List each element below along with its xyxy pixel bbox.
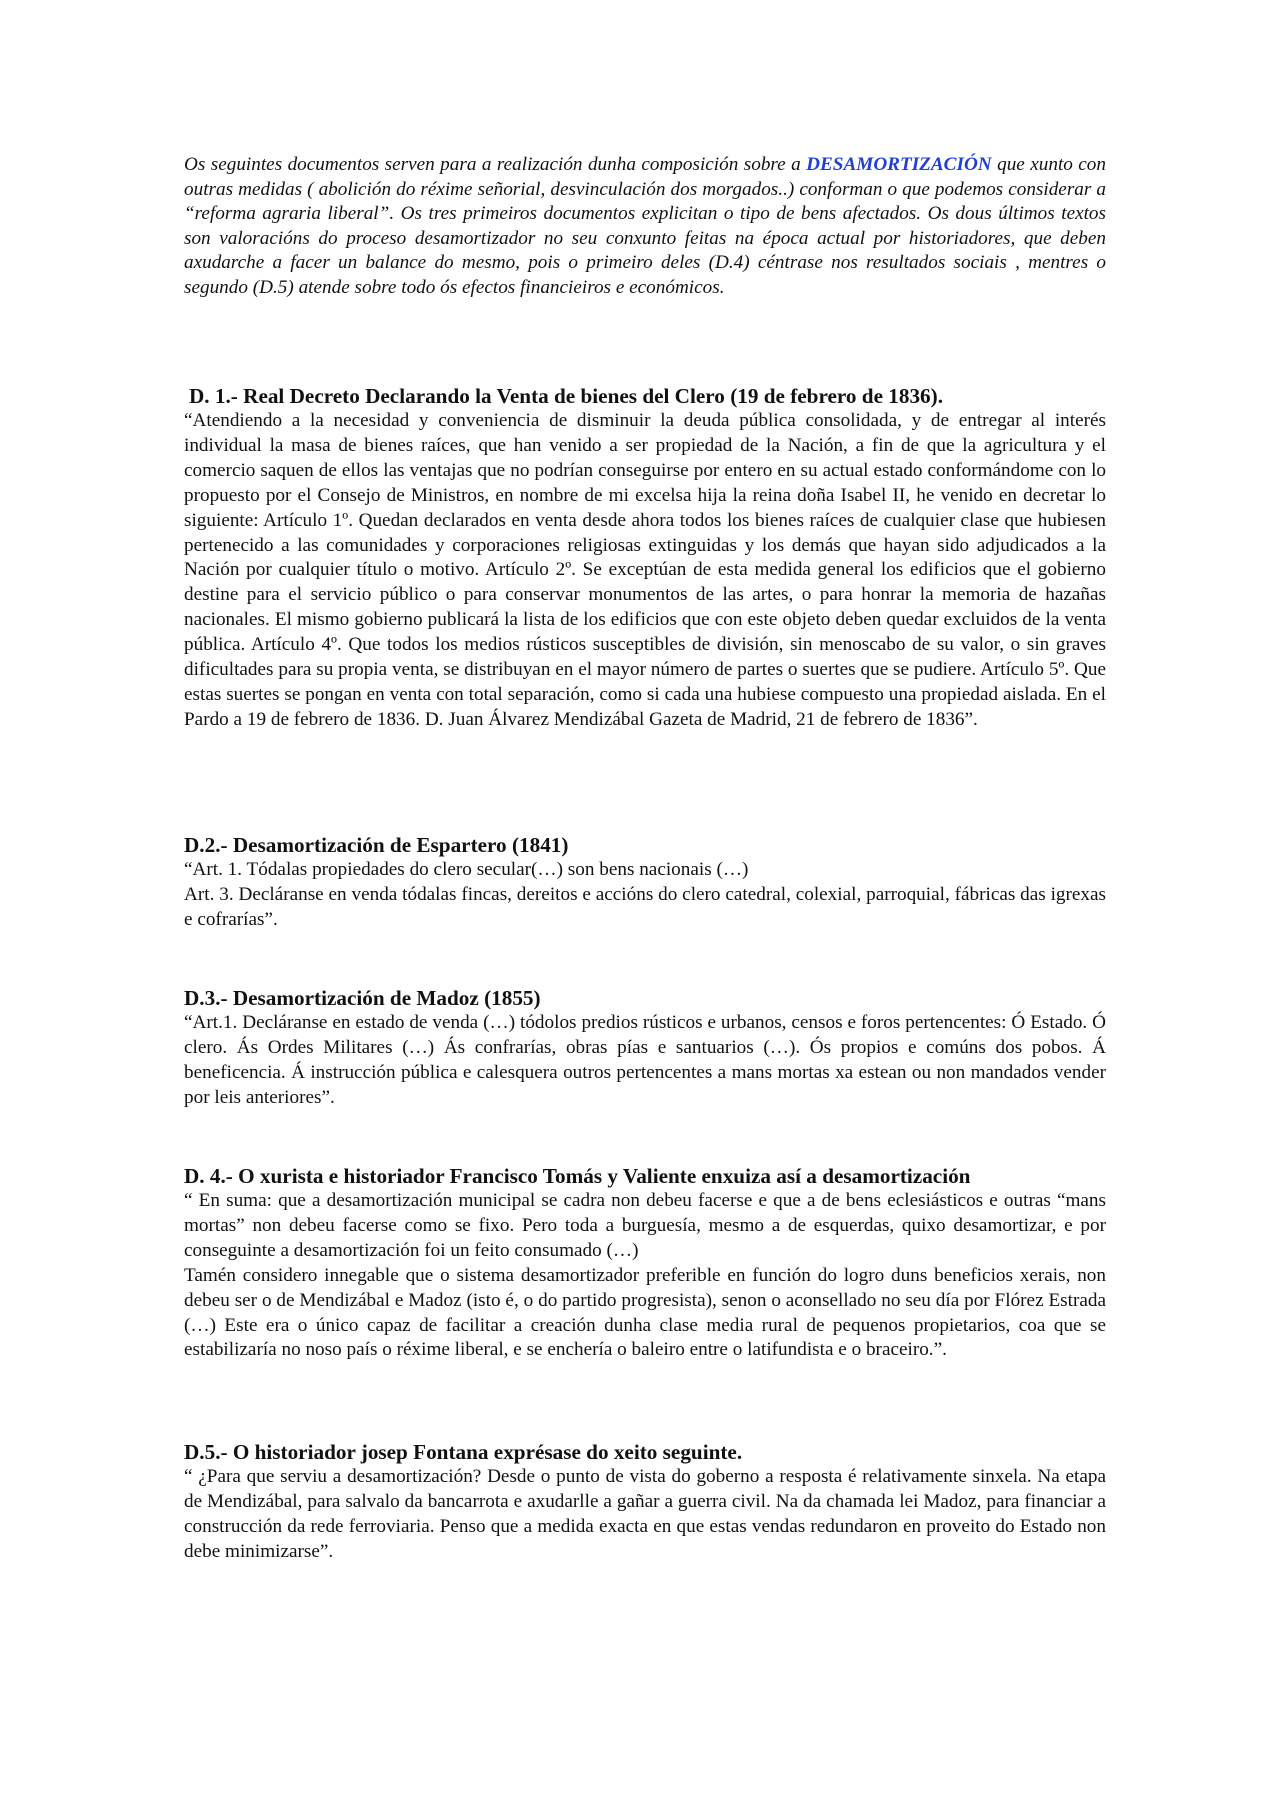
section-title-d3: D.3.- Desamortización de Madoz (1855) [184, 986, 541, 1010]
document-section-d5 [184, 1439, 1106, 1565]
intro-paragraph [184, 153, 1106, 301]
section-title-d5: D.5.- O historiador josep Fontana exprésase do xeito seguinte. [184, 1440, 743, 1464]
section-body-d4-p1: “ En suma: que a desamortización municipal se cadra non debeu facerse e que a de bens eclesiásticos e outras “mans mortas” non debeu facerse como se fixo. Pero toda a burguesía, mesmo a de esquerdas, quixo desamortizar, e por conseguinte a desamortización foi un feito consumado (…) [184, 1190, 1106, 1261]
intro-highlight-keyword: DESAMORTIZACIÓN [806, 154, 992, 175]
document-section-d1 [184, 383, 1106, 733]
section-body-d5: “ ¿Para que serviu a desamortización? Desde o punto de vista do goberno a resposta é relativamente sinxela. Na etapa de Mendizábal, para salvalo da bancarrota e axudarlle a gañar a guerra civil. Na da chamada lei Madoz, para financiar a construcción da rede ferroviaria. Penso que a medida exacta en que estas vendas redundaron en proveito do Estado non debe minimizarse”. [184, 1466, 1106, 1562]
section-body-d2-art1: “Art. 1. Tódalas propiedades do clero secular(…) son bens nacionais (…) [184, 859, 749, 880]
section-title-d2: D.2.- Desamortización de Espartero (1841) [184, 833, 569, 857]
section-title-d4: D. 4.- O xurista e historiador Francisco Tomás y Valiente enxuiza así a desamortización [184, 1164, 971, 1188]
section-body-d4-p2: Tamén considero innegable que o sistema desamortizador preferible en función do logro duns beneficios xerais, non debeu ser o de Mendizábal e Madoz (isto é, o do partido progresista), senon o aconsellado no seu día por Flórez Estrada (…) Este era o único capaz de facilitar a creación dunha clase media rural de pequenos propietarios, coa que se estabilizaría no noso país o réxime liberal, e se enchería o baleiro entre o latifundista e o braceiro.”. [184, 1264, 1106, 1361]
intro-text-start: Os seguintes documentos serven para a realización dunha composición sobre a [184, 154, 807, 175]
section-body-d1: “Atendiendo a la necesidad y conveniencia de disminuir la deuda pública consolidada, y de entregar al interés individual la masa de bienes raíces, que han venido a ser propiedad de la Nación, a fin de que la agricultura y el comercio saquen de ellos las ventajas que no podrían conseguirse por entero en su actual estado conformándome con lo propuesto por el Consejo de Ministros, en nombre de mi excelsa hija la reina doña Isabel II, he venido en decretar lo siguiente: Artículo 1º. Quedan declarados en venta desde ahora todos los bienes raíces de cualquier clase que hubiesen pertenecido a las comunidades y corporaciones religiosas extinguidas y los demás que hayan sido adjudicados a la Nación por cualquier título o motivo. Artículo 2º. Se exceptúan de esta medida general los edificios que el gobierno destine para el servicio público o para conservar monumentos de las artes, o para honrar la memoria de hazañas nacionales. El mismo gobierno publicará la lista de los edificios que con este objeto deben quedar excluidos de la venta pública. Artículo 4º. Que todos los medios rústicos susceptibles de división, sin menoscabo de su valor, o sin graves dificultades para su propia venta, se distribuyan en el mayor número de partes o suertes que se pudiere. Artículo 5º. Que estas suertes se pongan en venta con total separación, como si cada una hubiese compuesto una propiedad aislada. En el Pardo a 19 de febrero de 1836. D. Juan Álvarez Mendizábal Gazeta de Madrid, 21 de febrero de 1836”. [184, 410, 1106, 730]
section-title-d1: D. 1.- Real Decreto Declarando la Venta de bienes del Clero (19 de febrero de 1836). [189, 384, 944, 408]
document-section-d4 [184, 1163, 1106, 1363]
document-section-d2 [184, 832, 1106, 933]
section-body-d3: “Art.1. Decláranse en estado de venda (…) tódolos predios rústicos e urbanos, censos e foros pertencentes: Ó Estado. Ó clero. Ás Ordes Militares (…) Ás confrarías, obras pías e santuarios (…). Ós propios e comúns dos pobos. Á beneficencia. Á instrucción pública e calesquera outros pertencentes a mans mortas xa estean ou non mandados vender por leis anteriores”. [184, 1012, 1106, 1108]
document-section-d3 [184, 985, 1106, 1111]
section-body-d2-art3: Art. 3. Decláranse en venda tódalas fincas, dereitos e accións do clero catedral, colexial, parroquial, fábricas das igrexas e cofrarías”. [184, 883, 1106, 930]
intro-text-end: que xunto con outras medidas ( abolición do réxime señorial, desvinculación dos morgados..) conforman o que podemos considerar a “reforma agraria liberal”. Os tres primeiros documentos explicitan o tipo de bens afectados. Os dous últimos textos son valoracións do proceso desamortizador no seu conxunto feitas na época actual por historiadores, que deben axudarche a facer un balance do mesmo, pois o primeiro deles (D.4) céntrase nos resultados sociais , mentres o segundo (D.5) atende sobre todo ós efectos financieiros e económicos. [184, 154, 1106, 298]
